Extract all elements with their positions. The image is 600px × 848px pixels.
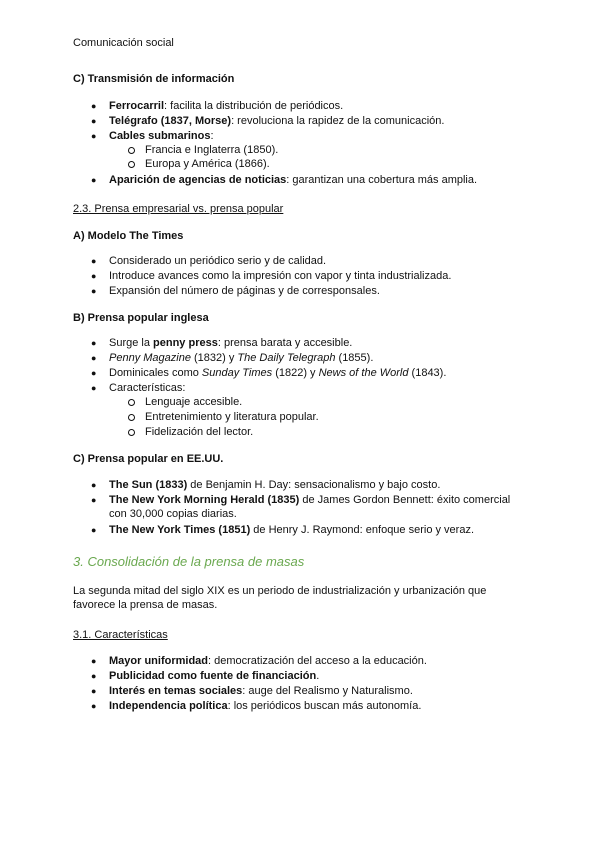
heading-c-transmision: C) Transmisión de información [73, 73, 235, 85]
list-item: Penny Magazine (1832) y The Daily Telegraph (1855). [109, 352, 374, 364]
sub-bullet-icon [128, 399, 135, 406]
list-item: Expansión del número de páginas y de corresponsales. [109, 285, 380, 297]
list-item: Mayor uniformidad: democratización del acceso a la educación. [109, 655, 427, 667]
list-item: Características: [109, 382, 186, 394]
bullet-icon: ● [91, 686, 97, 696]
bullet-icon: ● [91, 656, 97, 666]
sub-list-item: Fidelización del lector. [145, 426, 254, 438]
bullet-icon: ● [91, 101, 97, 111]
list-item: Considerado un periódico serio y de calidad. [109, 255, 327, 267]
paragraph-line: La segunda mitad del siglo XIX es un periodo de industrialización y urbanización que [73, 585, 487, 597]
list-item: Cables submarinos: [109, 130, 214, 142]
list-item: Dominicales como Sunday Times (1822) y News of the World (1843). [109, 367, 447, 379]
heading-c-eeuu: C) Prensa popular en EE.UU. [73, 453, 224, 465]
list-item: Interés en temas sociales: auge del Realismo y Naturalismo. [109, 685, 413, 697]
list-item: The New York Morning Herald (1835) de James Gordon Bennett: éxito comercial [109, 494, 511, 506]
list-item: The Sun (1833) de Benjamin H. Day: sensacionalismo y bajo costo. [109, 479, 441, 491]
section-heading-3: 3. Consolidación de la prensa de masas [73, 554, 305, 569]
list-item: Telégrafo (1837, Morse): revoluciona la rapidez de la comunicación. [109, 115, 445, 127]
heading-b-popular: B) Prensa popular inglesa [73, 312, 209, 324]
bullet-icon: ● [91, 175, 97, 185]
list-item: Independencia política: los periódicos buscan más autonomía. [109, 700, 422, 712]
bullet-icon: ● [91, 701, 97, 711]
bullet-icon: ● [91, 256, 97, 266]
bullet-icon: ● [91, 495, 97, 505]
bullet-icon: ● [91, 480, 97, 490]
bullet-icon: ● [91, 383, 97, 393]
sub-list-item: Francia e Inglaterra (1850). [145, 144, 279, 156]
bullet-icon: ● [91, 131, 97, 141]
list-item: Ferrocarril: facilita la distribución de periódicos. [109, 100, 344, 112]
list-item: Introduce avances como la impresión con vapor y tinta industrializada. [109, 270, 452, 282]
list-item-continuation: con 30,000 copias diarias. [109, 508, 237, 520]
heading-a-times: A) Modelo The Times [73, 230, 184, 242]
list-item: Surge la penny press: prensa barata y accesible. [109, 337, 353, 349]
sub-list-item: Europa y América (1866). [145, 158, 270, 170]
subsection-heading-2-3: 2.3. Prensa empresarial vs. prensa popular [73, 203, 284, 215]
paragraph-line: favorece la prensa de masas. [73, 599, 218, 611]
list-item: The New York Times (1851) de Henry J. Raymond: enfoque serio y veraz. [109, 524, 475, 536]
list-item: Aparición de agencias de noticias: garantizan una cobertura más amplia. [109, 174, 478, 186]
list-item: Publicidad como fuente de financiación. [109, 670, 320, 682]
bullet-icon: ● [91, 338, 97, 348]
sub-list-item: Entretenimiento y literatura popular. [145, 411, 319, 423]
sub-bullet-icon [128, 147, 135, 154]
bullet-icon: ● [91, 286, 97, 296]
sub-list-item: Lenguaje accesible. [145, 396, 243, 408]
sub-bullet-icon [128, 161, 135, 168]
sub-bullet-icon [128, 429, 135, 436]
bullet-icon: ● [91, 368, 97, 378]
sub-bullet-icon [128, 414, 135, 421]
bullet-icon: ● [91, 353, 97, 363]
running-header: Comunicación social [73, 37, 174, 49]
subsection-heading-3-1: 3.1. Características [73, 629, 168, 641]
bullet-icon: ● [91, 671, 97, 681]
bullet-icon: ● [91, 525, 97, 535]
bullet-icon: ● [91, 271, 97, 281]
bullet-icon: ● [91, 116, 97, 126]
